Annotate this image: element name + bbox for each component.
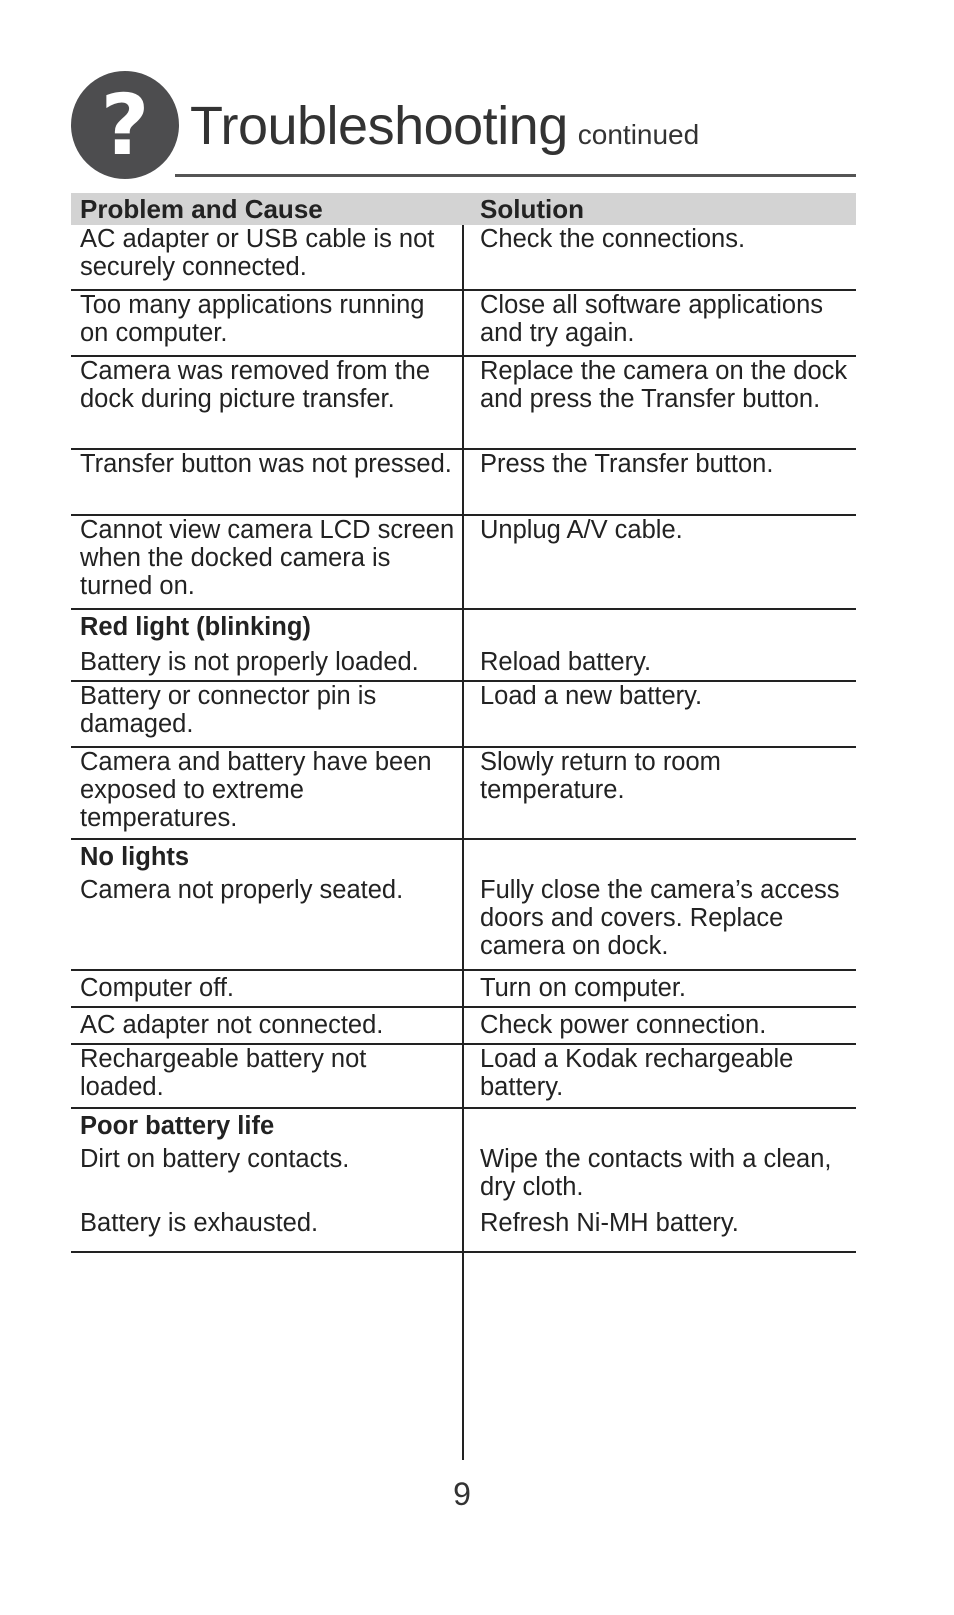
problem-cell: Rechargeable battery not loaded.: [80, 1045, 367, 1101]
solution-cell: Wipe the contacts with a clean, dry cloth.: [480, 1145, 832, 1201]
section-poor-battery-life: [71, 1109, 856, 1145]
problem-cell: Battery is not properly loaded.: [80, 648, 419, 676]
problem-cell: Computer off.: [80, 974, 235, 1002]
solution-cell: Refresh Ni-MH battery.: [480, 1209, 739, 1237]
solution-cell: Close all software applications and try again.: [480, 291, 824, 347]
column-header-problem: Problem and Cause: [80, 194, 323, 224]
table-row: [71, 357, 856, 450]
solution-cell: Press the Transfer button.: [480, 450, 774, 478]
problem-cell: Cannot view camera LCD screen when the docked camera is turned on.: [80, 516, 455, 600]
solution-cell: Check power connection.: [480, 1011, 767, 1039]
table-row: [71, 682, 856, 748]
solution-cell: Reload battery.: [480, 648, 652, 676]
question-mark-icon: [71, 71, 179, 179]
table-row: [71, 291, 856, 357]
problem-cell: Battery or connector pin is damaged.: [80, 682, 377, 738]
section-red-light: [71, 610, 856, 644]
problem-cell: Camera was removed from the dock during picture transfer.: [80, 357, 431, 413]
table-row: [71, 748, 856, 840]
problem-cell: Battery is exhausted.: [80, 1209, 319, 1237]
table-row: [71, 1045, 856, 1109]
section-title: Red light (blinking): [80, 613, 311, 641]
table-row: [71, 225, 856, 291]
solution-cell: Check the connections.: [480, 225, 746, 253]
table-row: [71, 971, 856, 1008]
header-rule: [175, 174, 856, 177]
solution-cell: Load a new battery.: [480, 682, 703, 710]
problem-cell: Camera not properly seated.: [80, 876, 404, 904]
section-title: No lights: [80, 843, 190, 871]
section-title: Poor battery life: [80, 1112, 275, 1140]
problem-cell: AC adapter not connected.: [80, 1011, 384, 1039]
problem-cell: AC adapter or USB cable is not securely connected.: [80, 225, 435, 281]
problem-cell: Transfer button was not pressed.: [80, 450, 452, 478]
page-number: 9: [453, 1476, 471, 1512]
section-no-lights: [71, 840, 856, 876]
troubleshooting-table: [71, 193, 856, 1253]
page-title-text: Troubleshooting: [190, 96, 568, 156]
solution-cell: Turn on computer.: [480, 974, 686, 1002]
table-header: [71, 193, 856, 225]
table-row: [71, 1145, 856, 1209]
solution-cell: Fully close the camera’s access doors and covers. Replace camera on dock.: [480, 876, 840, 960]
table-row: [71, 1008, 856, 1045]
page-subtitle: continued: [577, 119, 700, 150]
table-row: [71, 450, 856, 516]
table-row: [71, 876, 856, 971]
table-row: [71, 1209, 856, 1253]
solution-cell: Load a Kodak rechargeable battery.: [480, 1045, 794, 1101]
question-mark-glyph: ?: [100, 76, 150, 174]
problem-cell: Camera and battery have been exposed to extreme temperatures.: [80, 748, 432, 832]
page-title: [190, 94, 699, 167]
problem-cell: Dirt on battery contacts.: [80, 1145, 350, 1173]
table-row: [71, 644, 856, 682]
column-header-solution: Solution: [480, 194, 584, 224]
solution-cell: Replace the camera on the dock and press the Transfer button.: [480, 357, 848, 413]
problem-cell: Too many applications running on computer.: [80, 291, 425, 347]
solution-cell: Unplug A/V cable.: [480, 516, 683, 544]
solution-cell: Slowly return to room temperature.: [480, 748, 721, 804]
table-row: [71, 516, 856, 610]
